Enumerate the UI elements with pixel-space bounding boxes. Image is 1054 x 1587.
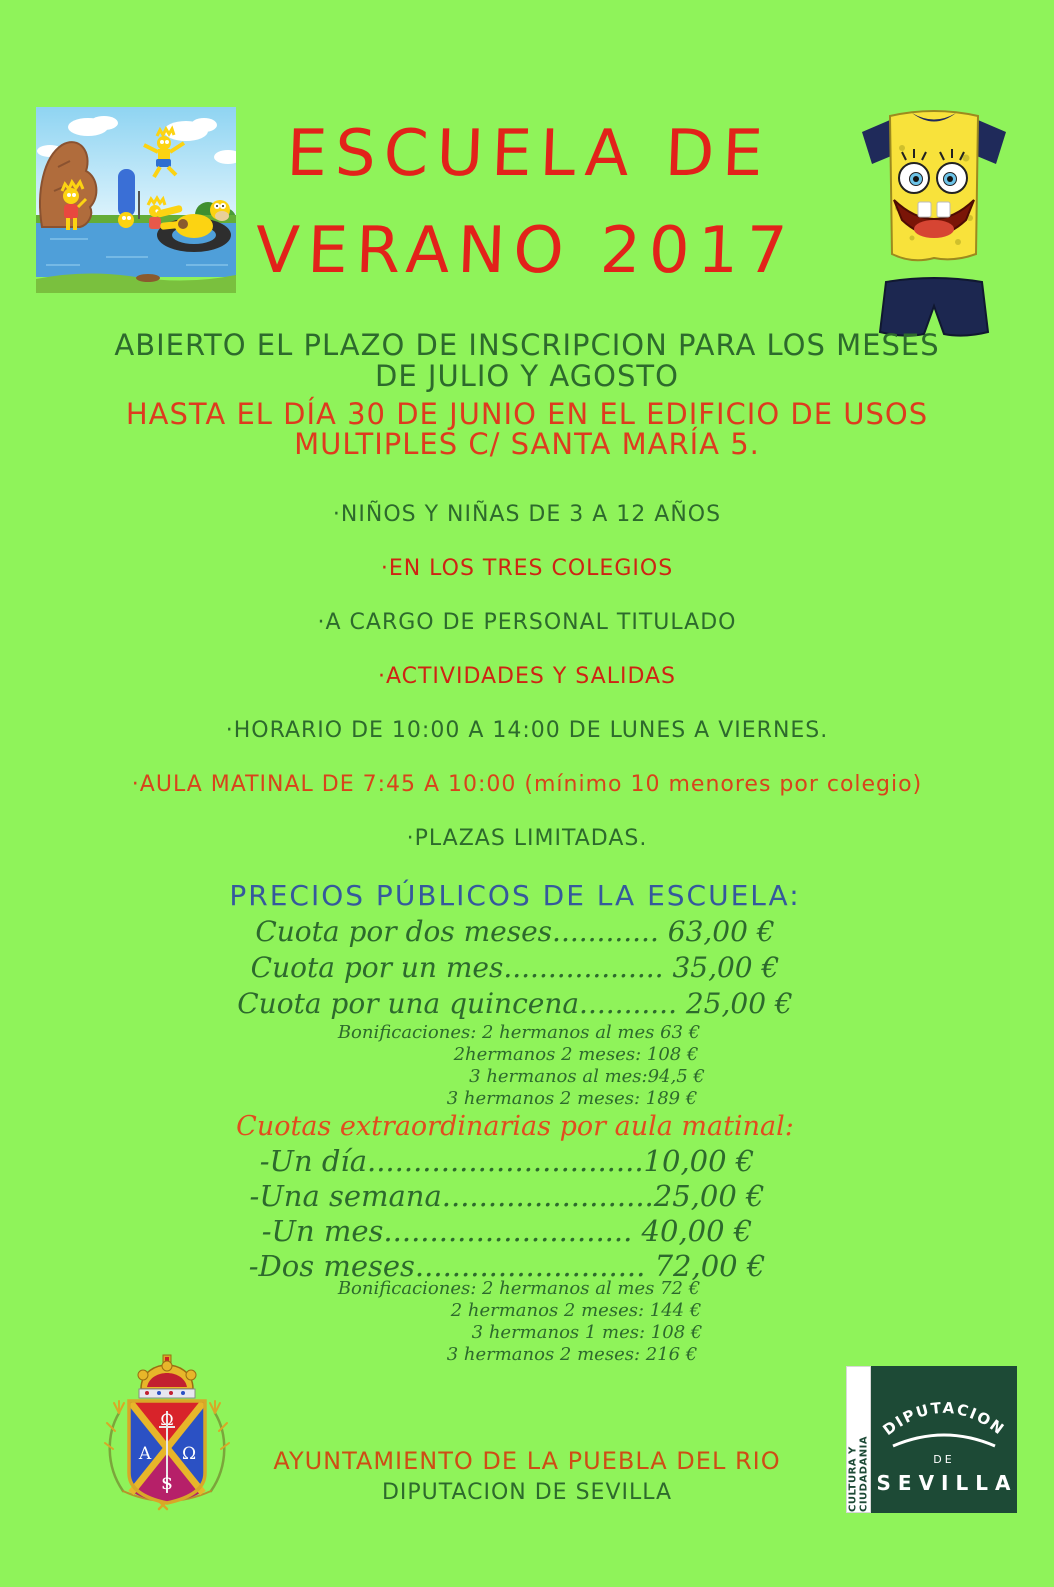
title-line-2: VERANO 2017 (254, 214, 797, 288)
logo-arc-text: DIPUTACION (879, 1398, 1009, 1440)
price-item: Cuota por un mes.................. 35,00 € (250, 951, 780, 984)
matinal-heading: Cuotas extraordinarias por aula matinal: (236, 1111, 794, 1142)
poster-title (0, 106, 1054, 300)
logo-sevilla-text: SEVILLA (876, 1471, 1017, 1495)
bullet-item: ·A CARGO DE PERSONAL TITULADO (317, 610, 737, 635)
diputacion-logo-text (871, 1366, 1017, 1513)
intro-section (0, 330, 1054, 459)
deadline-line-1: HASTA EL DÍA 30 DE JUNIO EN EL EDIFICIO DE USOS (125, 397, 929, 431)
bonus-item: 2hermanos 2 meses: 108 € (453, 1044, 699, 1065)
svg-text:A: A (138, 1444, 152, 1464)
bonus-item: 2 hermanos 2 meses: 144 € (450, 1300, 702, 1321)
bullet-item: ·EN LOS TRES COLEGIOS (380, 556, 674, 581)
matinal-item: -Una semana.......................25,00 € (249, 1179, 765, 1213)
logo-vertical-label: CULTURA Y CIUDADANIA (847, 1435, 870, 1512)
logo-vertical-strip (846, 1366, 871, 1513)
logo-main-panel (871, 1366, 1017, 1513)
bonus-item: 3 hermanos 2 meses: 189 € (446, 1088, 698, 1109)
footer-diputacion: DIPUTACION DE SEVILLA (381, 1480, 673, 1505)
bullet-item: ·HORARIO DE 10:00 A 14:00 DE LUNES A VIERNES. (225, 718, 829, 743)
matinal-item: -Un mes........................... 40,00 € (261, 1214, 753, 1248)
bonus-item: 3 hermanos 1 mes: 108 € (471, 1322, 703, 1343)
features-list (0, 488, 1054, 866)
matinal-item: -Dos meses......................... 72,00 € (248, 1249, 766, 1283)
svg-text:$: $ (160, 1472, 174, 1494)
bonus-item: Bonificaciones: 2 hermanos al mes 63 € (337, 1022, 701, 1043)
bullet-item: ·NIÑOS Y NIÑAS DE 3 A 12 AÑOS (332, 502, 722, 527)
registration-open-line-2: DE JULIO Y AGOSTO (375, 359, 679, 393)
deadline-line-2: MULTIPLES C/ SANTA MARÍA 5. (294, 427, 760, 461)
bullet-item: ·PLAZAS LIMITADAS. (406, 826, 648, 851)
price-item: Cuota por dos meses............ 63,00 € (255, 915, 775, 948)
logo-de-text: DE (933, 1453, 955, 1466)
title-line-1: ESCUELA DE (285, 117, 773, 191)
footer-ayuntamiento: AYUNTAMIENTO DE LA PUEBLA DEL RIO (273, 1447, 781, 1475)
crown (138, 1355, 196, 1398)
prices-heading: PRECIOS PÚBLICOS DE LA ESCUELA: (229, 879, 801, 912)
school-bonuses-block (0, 1022, 1054, 1110)
svg-text:DIPUTACION (879, 1399, 1008, 1439)
bonus-item: Bonificaciones: 2 hermanos al mes 72 € (337, 1278, 701, 1299)
matinal-item: -Un día..............................10,00 € (259, 1144, 755, 1178)
bullet-item: ·ACTIVIDADES Y SALIDAS (377, 664, 677, 689)
registration-open-line-1: ABIERTO EL PLAZO DE INSCRIPCION PARA LOS MESES (114, 328, 940, 362)
bonus-item: 3 hermanos 2 meses: 216 € (446, 1344, 698, 1365)
price-item: Cuota por una quincena........... 25,00 € (237, 987, 793, 1020)
bonus-item: 3 hermanos al mes:94,5 € (469, 1066, 705, 1087)
svg-text:Ω: Ω (181, 1444, 197, 1464)
prices-section (0, 878, 1054, 1366)
diputacion-sevilla-logo (846, 1366, 1017, 1513)
bullet-item: ·AULA MATINAL DE 7:45 A 10:00 (mínimo 10 menores por colegio) (131, 772, 923, 797)
svg-text:Ω: Ω (160, 1410, 174, 1429)
